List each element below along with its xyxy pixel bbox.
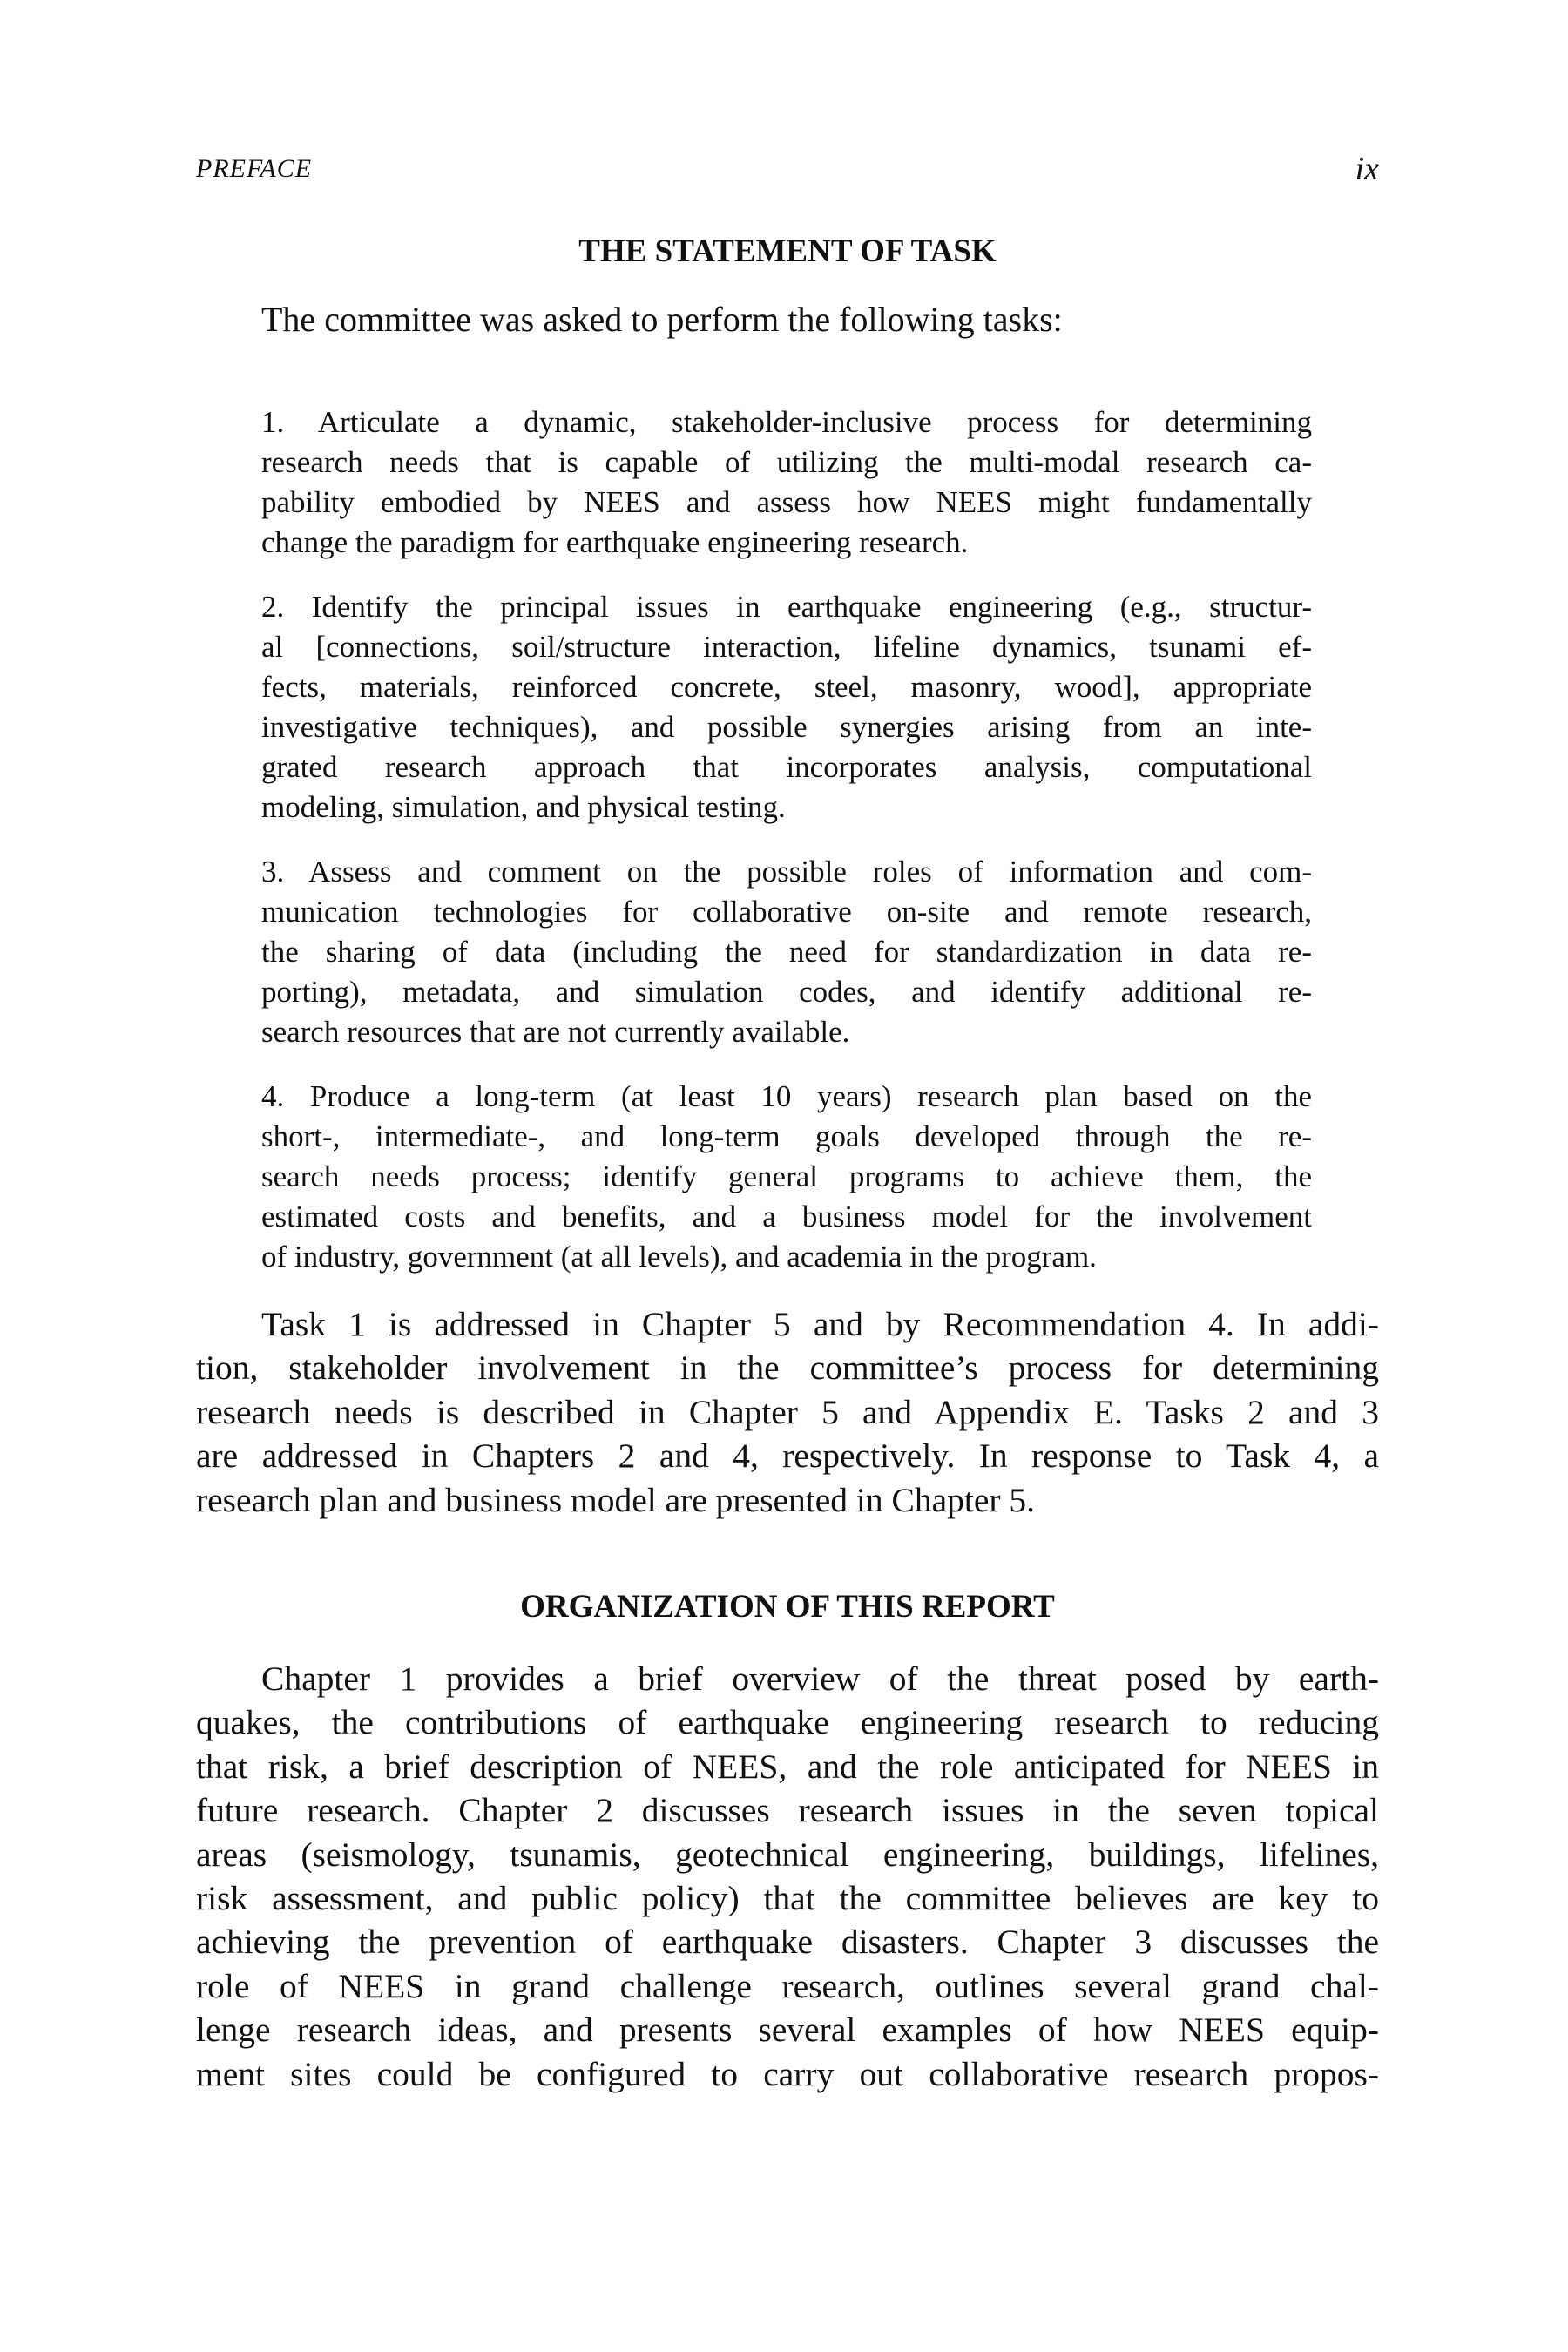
text-line: grated research approach that incorporates analysis, computational	[261, 750, 1312, 784]
text-line: tion, stakeholder involvement in the committee’s process for determining	[196, 1348, 1379, 1388]
text-line: quakes, the contributions of earthquake engineering research to reducing	[196, 1703, 1379, 1742]
text-line: search needs process; identify general programs to achieve them, the	[261, 1159, 1312, 1193]
text-line: modeling, simulation, and physical testing.	[261, 790, 786, 824]
text-line: fects, materials, reinforced concrete, steel, masonry, wood], appropriate	[261, 670, 1312, 704]
text-line: the sharing of data (including the need for standardization in data re-	[261, 935, 1312, 969]
task-item	[261, 852, 1312, 1052]
text-line: munication technologies for collaborative on-site and remote research,	[261, 895, 1312, 929]
task-list	[261, 402, 1312, 1301]
page-number: ix	[1355, 151, 1379, 187]
text-line: 1. Articulate a dynamic, stakeholder-inclusive process for determining	[261, 405, 1312, 439]
text-line: change the paradigm for earthquake engineering research.	[261, 525, 969, 559]
text-line: estimated costs and benefits, and a business model for the involvement	[261, 1200, 1312, 1233]
text-line: of industry, government (at all levels), and academia in the program.	[261, 1240, 1097, 1274]
text-line: al [connections, soil/structure interaction, lifeline dynamics, tsunami ef-	[261, 630, 1312, 664]
text-line: achieving the prevention of earthquake disasters. Chapter 3 discusses the	[196, 1923, 1379, 1962]
statement-of-task-heading: THE STATEMENT OF TASK	[578, 233, 997, 269]
text-line: areas (seismology, tsunamis, geotechnical engineering, buildings, lifelines,	[196, 1835, 1379, 1874]
text-line: short-, intermediate-, and long-term goals developed through the re-	[261, 1119, 1312, 1153]
text-line: Chapter 1 provides a brief overview of the threat posed by earth-	[261, 1659, 1379, 1698]
task-item	[261, 1077, 1312, 1277]
text-line: risk assessment, and public policy) that the committee believes are key to	[196, 1878, 1379, 1917]
text-line: research needs is described in Chapter 5 and Appendix E. Tasks 2 and 3	[196, 1392, 1379, 1431]
text-line: that risk, a brief description of NEES, and the role anticipated for NEES in	[196, 1747, 1379, 1786]
text-line: future research. Chapter 2 discusses research issues in the seven topical	[196, 1791, 1379, 1830]
text-line: 2. Identify the principal issues in earthquake engineering (e.g., structur-	[261, 590, 1312, 624]
text-line: are addressed in Chapters 2 and 4, respectively. In response to Task 4, a	[196, 1436, 1379, 1476]
text-line: investigative techniques), and possible synergies arising from an inte-	[261, 710, 1312, 744]
text-line: porting), metadata, and simulation codes, and identify additional re-	[261, 975, 1312, 1009]
text-line: pability embodied by NEES and assess how NEES might fundamentally	[261, 485, 1312, 519]
text-line: Task 1 is addressed in Chapter 5 and by Recommendation 4. In addi-	[261, 1305, 1379, 1343]
organization-paragraph	[196, 1657, 1379, 2096]
text-line: 4. Produce a long-term (at least 10 years) research plan based on the	[261, 1079, 1312, 1113]
task-item	[261, 587, 1312, 828]
section-title: PREFACE	[196, 154, 313, 183]
task-item	[261, 402, 1312, 563]
text-line: role of NEES in grand challenge research, outlines several grand chal-	[196, 1966, 1379, 2005]
text-line: research plan and business model are presented in Chapter 5.	[196, 1480, 1036, 1519]
text-line: 3. Assess and comment on the possible roles of information and com-	[261, 855, 1312, 889]
text-line: search resources that are not currently available.	[261, 1015, 850, 1049]
intro-text: The committee was asked to perform the following tasks:	[261, 300, 1063, 339]
text-line: lenge research ideas, and presents several examples of how NEES equip-	[196, 2011, 1379, 2050]
text-line: research needs that is capable of utilizing the multi-modal research ca-	[261, 445, 1312, 479]
organization-heading: ORGANIZATION OF THIS REPORT	[520, 1589, 1055, 1625]
running-head	[196, 150, 1379, 188]
text-line: ment sites could be configured to carry out collaborative research propos-	[196, 2054, 1379, 2093]
task-paragraph	[196, 1302, 1379, 1522]
